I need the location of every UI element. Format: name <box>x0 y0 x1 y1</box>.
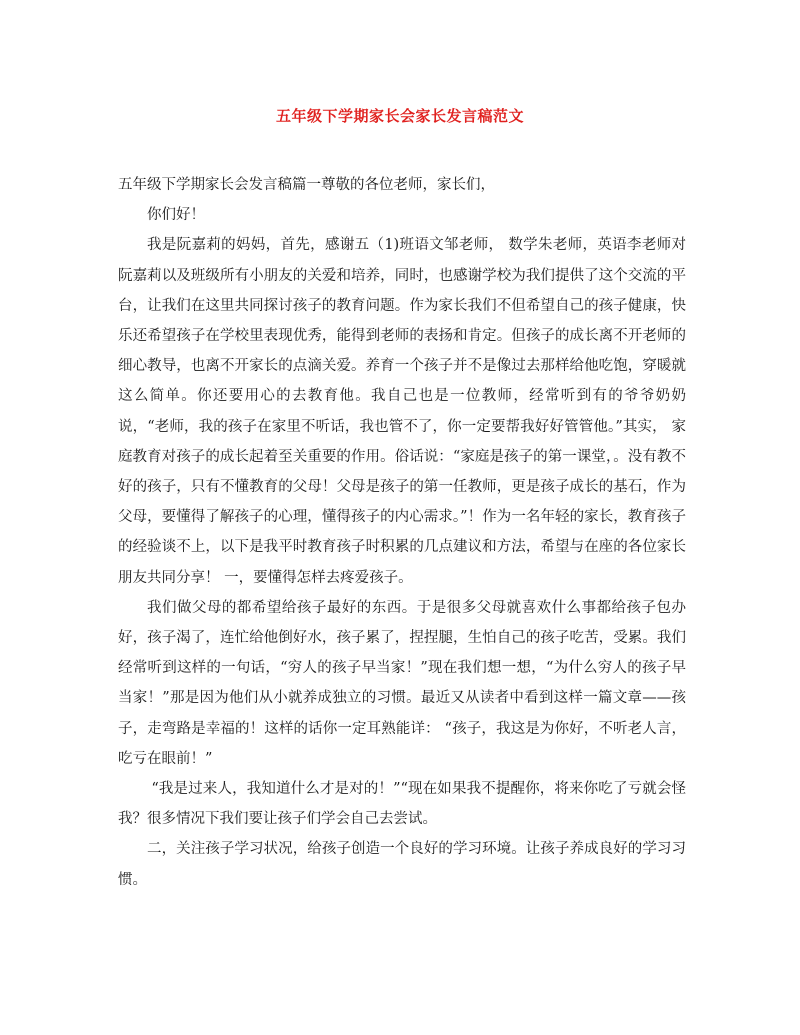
document-body <box>118 170 686 895</box>
paragraph-introduction: 我是阮嘉莉的妈妈，首先，感谢五（1)班语文邹老师， 数学朱老师，英语李老师对阮嘉莉以及班级所有小朋友的关爱和培养，同时，也感谢学校为我们提供了这个交流的平台，让我们在这里共同探讨孩子的教育问题。作为家长我们不但希望自己的孩子健康，快乐还希望孩子在学校里表现优秀，能得到老师的表扬和肯定。但孩子的成长离不开老师的细心教导，也离不开家长的点滴关爱。养育一个孩子并不是像过去那样给他吃饱，穿暖就这么简单。你还要用心的去教育他。我自己也是一位教师，经常听到有的爷爷奶奶说，“老师，我的孩子在家里不听话，我也管不了，你一定要帮我好好管管他。”其实， 家庭教育对孩子的成长起着至关重要的作用。俗话说：“家庭是孩子的第一课堂，。没有教不好的孩子，只有不懂教育的父母！父母是孩子的第一任教师，更是孩子成长的基石，作为父母，要懂得了解孩子的心理，懂得孩子的内心需求。”！作为一名年轻的家长，教育孩子的经验谈不上，以下是我平时教育孩子时积累的几点建议和方法，希望与在座的各位家长朋友共同分享！ 一，要懂得怎样去疼爱孩子。 <box>118 237 686 586</box>
paragraph-greeting: 你们好！ <box>147 207 205 224</box>
paragraph-greeting-heading: 五年级下学期家长会发言稿篇一尊敬的各位老师，家长们， <box>118 177 495 193</box>
paragraph-study-habits: 二，关注孩子学习状况，给孩子创造一个良好的学习环境。让孩子养成良好的学习习惯。 <box>118 841 686 888</box>
paragraph-quote: “我是过来人，我知道什么才是对的！”“现在如果我不提醒你，将来你吃了亏就会怪我？很多情况下我们要让孩子们学会自己去尝试。 <box>118 781 686 828</box>
paragraph-love-children: 我们做父母的都希望给孩子最好的东西。于是很多父母就喜欢什么事都给孩子包办好，孩子渴了，连忙给他倒好水，孩子累了，捏捏腿，生怕自己的孩子吃苦，受累。我们经常听到这样的一句话，“穷人的孩子早当家！”现在我们想一想，“为什么穷人的孩子早当家！”那是因为他们从小就养成独立的习惯。最近又从读者中看到这样一篇文章——孩子，走弯路是幸福的！这样的话你一定耳熟能详： “孩子，我这是为你好，不听老人言，吃亏在眼前！” <box>118 599 686 767</box>
document-title: 五年级下学期家长会家长发言稿范文 <box>275 107 524 125</box>
